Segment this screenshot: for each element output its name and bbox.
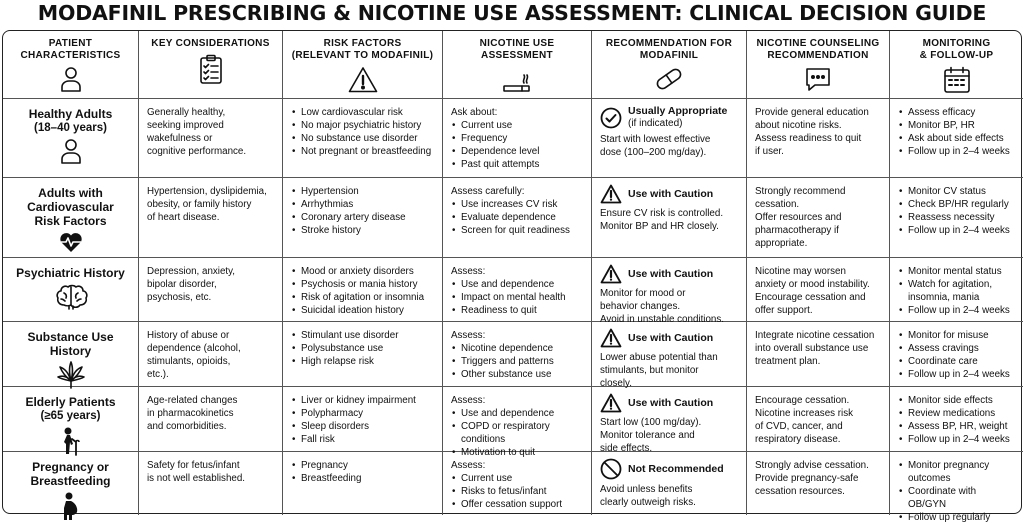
column-header [3,31,139,99]
considerations-text: History of abuse or dependence (alcohol, stimulants, opioids, etc.). [147,330,241,380]
recommendation-detail: Ensure CV risk is controlled. Monitor BP and HR closely. [600,208,724,232]
monitoring-list [898,329,1015,381]
recommendation-label-group [628,105,727,130]
column-header-label: RECOMMENDATION FOR MODAFINIL [605,38,733,61]
list-item: • Offer cessation support [451,498,583,511]
monitoring-cell [890,452,1023,523]
recommendation-qualifier: (if indicated) [628,118,683,129]
list-item: • Check BP/HR regularly [898,198,1015,211]
considerations-cell [139,178,283,258]
patient-name: Pregnancy or Breastfeeding [30,460,111,488]
counseling-cell [747,452,890,515]
nicotine-assessment-list [451,119,583,171]
recommendation-cell [592,99,747,178]
page-title: MODAFINIL PRESCRIBING & NICOTINE USE ASSESSMENT: CLINICAL DECISION GUIDE [37,1,987,25]
risk-factors-list [291,394,434,446]
pill-icon [592,66,746,92]
monitoring-cell [890,258,1023,322]
warning-triangle-icon [600,184,622,204]
list-item: • Stroke history [291,224,434,237]
patient-cell [3,99,139,178]
list-item: • Low cardiovascular risk [291,106,434,119]
patient-name: Elderly Patients [25,395,116,409]
risk-factors-list [291,265,434,317]
list-item: • Current use [451,119,583,132]
risk-factors-list [291,459,434,485]
list-item: • Triggers and patterns [451,355,583,368]
list-item: • Coordinate care [898,355,1015,368]
risk-factors-cell [283,178,443,258]
list-item: • Readiness to quit [451,304,583,317]
recommendation-detail: Start with lowest effective dose (100–200 mg/day). [600,134,711,158]
clipboard-checklist-icon [139,54,282,84]
recommendation-badge [600,328,739,348]
considerations-cell [139,99,283,178]
list-item: • Other substance use [451,368,583,381]
recommendation-label-group [628,268,713,281]
list-item: • Monitor pregnancy outcomes [898,459,1015,485]
monitoring-list [898,459,1015,524]
counseling-cell [747,258,890,322]
counseling-text: Nicotine may worsen anxiety or mood instability. Encourage cessation and offer support. [755,266,870,316]
column-header-label: PATIENT CHARACTERISTICS [20,38,121,61]
list-item: • Reassess necessity [898,211,1015,224]
list-item: • Monitor mental status [898,265,1015,278]
patient-age-range: (18–40 years) [34,122,107,134]
list-item: • Stimulant use disorder [291,329,434,342]
monitoring-list [898,265,1015,317]
risk-factors-cell [283,258,443,322]
considerations-text: Hypertension, dyslipidemia, obesity, or family history of heart disease. [147,186,267,223]
list-item: • Polypharmacy [291,407,434,420]
list-item: • Screen for quit readiness [451,224,583,237]
cigarette-icon [443,66,591,94]
recommendation-badge [600,393,739,413]
warning-triangle-icon [600,393,622,413]
monitoring-list [898,185,1015,237]
risk-factors-cell [283,99,443,178]
list-item: • Follow up in 2–4 weeks [898,368,1015,381]
risk-factors-cell [283,387,443,452]
considerations-text: Safety for fetus/infant is not well established. [147,460,246,484]
list-item: • Liver or kidney impairment [291,394,434,407]
nicotine-assessment-intro: Assess: [451,266,486,277]
monitoring-cell [890,322,1023,387]
list-item: • Monitor side effects [898,394,1015,407]
column-header [890,31,1023,99]
list-item: • Nicotine dependence [451,342,583,355]
list-item: • No substance use disorder [291,132,434,145]
list-item: • Assess efficacy [898,106,1015,119]
list-item: • Past quit attempts [451,158,583,171]
considerations-cell [139,322,283,387]
warning-triangle-icon [283,66,442,93]
recommendation-detail: Avoid unless benefits clearly outweigh risks. [600,484,696,508]
list-item: • Breastfeeding [291,472,434,485]
column-header [283,31,443,99]
column-header [443,31,592,99]
list-item: • Not pregnant or breastfeeding [291,145,434,158]
list-item: • Use increases CV risk [451,198,583,211]
patient-name: Substance Use History [27,330,114,358]
pregnant-person-icon [3,491,138,521]
patient-age-range: (≥65 years) [40,410,101,422]
column-header-label: NICOTINE USE ASSESSMENT [479,38,555,61]
column-header [139,31,283,99]
nicotine-assessment-list [451,472,583,511]
list-item: • Risks to fetus/infant [451,485,583,498]
patient-cell [3,258,139,322]
patient-cell [3,387,139,452]
monitoring-cell [890,99,1023,178]
list-item: • COPD or respiratory conditions [451,420,583,446]
recommendation-label-group [628,188,713,201]
list-item: • Monitor BP, HR [898,119,1015,132]
recommendation-label-group [628,332,713,345]
list-item: • Use and dependence [451,278,583,291]
recommendation-cell [592,452,747,515]
list-item: • Fall risk [291,433,434,446]
recommendation-detail: Monitor for mood or behavior changes. Avoid in unstable conditions. [600,288,724,325]
recommendation-cell [592,258,747,325]
list-item: • Coronary artery disease [291,211,434,224]
list-item: • Follow up in 2–4 weeks [898,433,1015,446]
counseling-text: Strongly advise cessation. Provide pregnancy-safe cessation resources. [755,460,869,497]
brain-icon [3,283,138,311]
list-item: • Suicidal ideation history [291,304,434,317]
monitoring-list [898,394,1015,446]
list-item: • Watch for agitation, insomnia, mania [898,278,1015,304]
considerations-cell [139,387,283,452]
heart-pulse-icon [3,231,138,253]
counseling-text: Encourage cessation. Nicotine increases risk of CVD, cancer, and respiratory disease. [755,395,854,445]
nicotine-assessment-list [451,342,583,381]
nicotine-assessment-list [451,278,583,317]
list-item: • Ask about side effects [898,132,1015,145]
recommendation-cell [592,322,747,387]
patient-cell [3,178,139,258]
recommendation-label-group [628,463,724,476]
speech-bubble-icon [747,66,889,94]
list-item: • Assess cravings [898,342,1015,355]
prohibited-icon [600,458,622,480]
recommendation-label: Usually Appropriate [628,105,728,117]
list-item: • Follow up regularly [898,511,1015,524]
cannabis-leaf-icon [3,361,138,389]
nicotine-assessment-cell [443,452,592,515]
considerations-text: Generally healthy, seeking improved wakefulness or cognitive performance. [147,107,247,157]
list-item: • High relapse risk [291,355,434,368]
nicotine-assessment-cell [443,322,592,387]
nicotine-assessment-intro: Assess: [451,330,486,341]
counseling-cell [747,387,890,452]
check-circle-icon [600,107,622,129]
counseling-cell [747,322,890,387]
risk-factors-list [291,106,434,158]
list-item: • No major psychiatric history [291,119,434,132]
counseling-cell [747,99,890,178]
recommendation-cell [592,178,747,258]
patient-name: Adults with Cardiovascular Risk Factors [27,186,114,228]
nicotine-assessment-intro: Assess carefully: [451,186,525,197]
list-item: • Risk of agitation or insomnia [291,291,434,304]
list-item: • Coordinate with OB/GYN [898,485,1015,511]
list-item: • Dependence level [451,145,583,158]
list-item: • Sleep disorders [291,420,434,433]
recommendation-label-group [628,397,713,410]
decision-table [2,30,1022,523]
patient-cell [3,322,139,387]
warning-triangle-icon [600,264,622,284]
nicotine-assessment-list [451,198,583,237]
list-item: • Polysubstance use [291,342,434,355]
recommendation-badge [600,458,739,480]
list-item: • Arrhythmias [291,198,434,211]
list-item: • Current use [451,472,583,485]
recommendation-label: Use with Caution [628,396,714,409]
risk-factors-list [291,185,434,237]
person-icon [3,66,138,92]
nicotine-assessment-cell [443,99,592,178]
list-item: • Monitor for misuse [898,329,1015,342]
counseling-text: Strongly recommend cessation. Offer resources and pharmacotherapy if appropriate. [755,186,846,249]
considerations-cell [139,258,283,322]
list-item: • Frequency [451,132,583,145]
column-header [747,31,890,99]
risk-factors-cell [283,322,443,387]
list-item: • Use and dependence [451,407,583,420]
list-item: • Mood or anxiety disorders [291,265,434,278]
considerations-cell [139,452,283,515]
list-item: • Evaluate dependence [451,211,583,224]
monitoring-cell [890,178,1023,258]
calendar-icon [890,66,1023,94]
recommendation-cell [592,387,747,452]
recommendation-detail: Start low (100 mg/day). Monitor tolerance and side effects. [600,417,702,454]
patient-cell [3,452,139,515]
recommendation-label: Use with Caution [628,331,714,344]
list-item: • Assess BP, HR, weight [898,420,1015,433]
recommendation-label: Not Recommended [628,462,724,475]
person-icon [3,138,138,164]
recommendation-label: Use with Caution [628,267,714,280]
list-item: • Hypertension [291,185,434,198]
list-item: • Psychosis or mania history [291,278,434,291]
patient-name: Healthy Adults [28,107,113,121]
monitoring-list [898,106,1015,158]
nicotine-assessment-intro: Assess: [451,460,486,471]
list-item: • Review medications [898,407,1015,420]
column-header-label: MONITORING & FOLLOW-UP [919,38,994,61]
column-header [592,31,747,99]
column-header-label: NICOTINE COUNSELING RECOMMENDATION [756,38,880,61]
recommendation-badge [600,264,739,284]
counseling-text: Integrate nicotine cessation into overall substance use treatment plan. [755,330,875,367]
nicotine-assessment-cell [443,178,592,258]
recommendation-badge [600,105,739,130]
nicotine-assessment-cell [443,387,592,458]
considerations-text: Depression, anxiety, bipolar disorder, psychosis, etc. [147,266,236,303]
nicotine-assessment-cell [443,258,592,322]
warning-triangle-icon [600,328,622,348]
nicotine-assessment-intro: Assess: [451,395,486,406]
list-item: • Pregnancy [291,459,434,472]
list-item: • Follow up in 2–4 weeks [898,304,1015,317]
column-header-label: KEY CONSIDERATIONS [151,38,270,49]
recommendation-detail: Lower abuse potential than stimulants, but monitor closely. [600,352,718,389]
patient-name: Psychiatric History [16,266,125,280]
list-item: • Follow up in 2–4 weeks [898,224,1015,237]
list-item: • Motivation to quit [451,446,583,459]
counseling-cell [747,178,890,258]
considerations-text: Age-related changes in pharmacokinetics and comorbidities. [147,395,238,432]
list-item: • Monitor CV status [898,185,1015,198]
recommendation-label: Use with Caution [628,187,714,200]
nicotine-assessment-intro: Ask about: [451,107,498,118]
column-header-label: RISK FACTORS (RELEVANT TO MODAFINIL) [291,38,434,61]
list-item: • Impact on mental health [451,291,583,304]
monitoring-cell [890,387,1023,452]
risk-factors-cell [283,452,443,515]
counseling-text: Provide general education about nicotine risks. Assess readiness to quit if user. [755,107,869,157]
recommendation-badge [600,184,739,204]
risk-factors-list [291,329,434,368]
list-item: • Follow up in 2–4 weeks [898,145,1015,158]
